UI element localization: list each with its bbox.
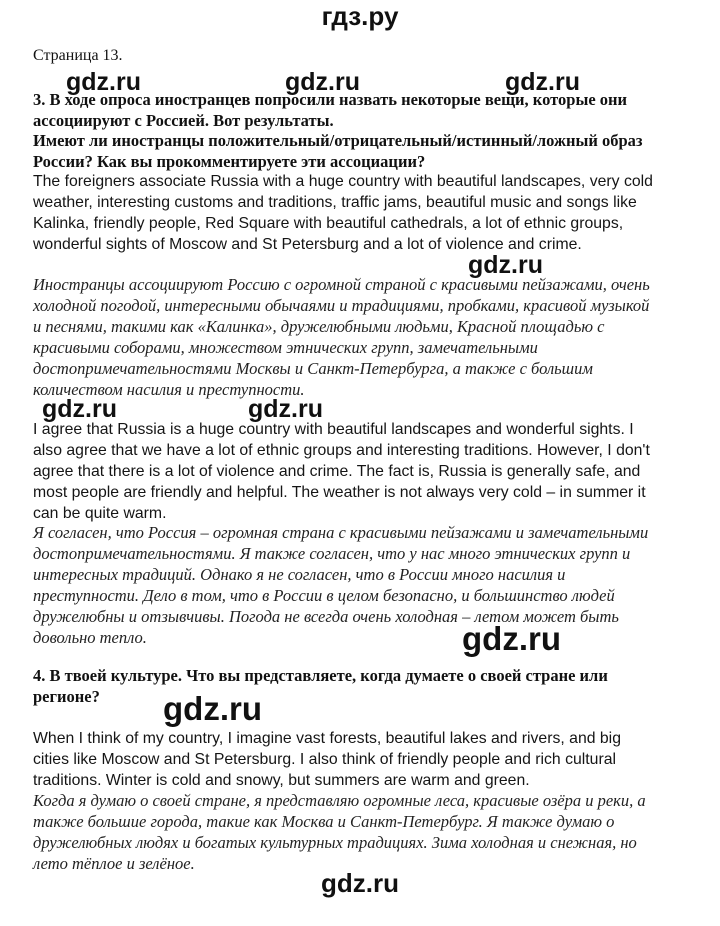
footer-watermark: gdz.ru [321, 868, 399, 898]
task3-question: 3. В ходе опроса иностранцев попросили назвать некоторые вещи, которые они ассоциируют с Россией. Вот результаты. [33, 90, 628, 130]
watermark-logo: gdz.ru [468, 251, 543, 279]
watermark-logo: gdz.ru [462, 620, 561, 657]
task3-answer-ru-2: Я согласен, что Россия – огромная страна с красивыми пейзажами и замечательными достопримечательностями. Я также согласен, что у нас много этнических групп и интересных традиций. Однако я не согласен, что в России много насилия и преступности. Дело в том, что в России в целом безопасно, и большинство людей дружелюбны и отзывчивы. Погода не всегда очень холодная – летом может быть довольно тепло. [33, 523, 649, 647]
watermark-logo: gdz.ru [42, 395, 117, 423]
task3-subquestion: Имеют ли иностранцы положительный/отрицательный/истинный/ложный образ России? Как вы прокомментируете эти ассоциации? [33, 131, 643, 171]
task4-answer-ru: Когда я думаю о своей стране, я представляю огромные леса, красивые озёра и реки, а также большие города, такие как Москва и Санкт-Петербург. Я также думаю о дружелюбных людях и богатых культурных традициях. Зима холодная и снежная, но лето тёплое и зелёное. [33, 791, 646, 873]
watermark-logo: gdz.ru [505, 68, 580, 96]
header-watermark: гдз.ру [321, 1, 399, 31]
watermark-logo: gdz.ru [248, 395, 323, 423]
watermark-logo: gdz.ru [163, 690, 262, 727]
task4-answer-en: When I think of my country, I imagine vast forests, beautiful lakes and rivers, and big cities like Moscow and St Petersburg. I also think of friendly people and rich cultural traditions. Winter is cold and snowy, but summers are warm and green. [33, 730, 621, 789]
task3-answer-en-1: The foreigners associate Russia with a huge country with beautiful landscapes, very cold weather, interesting customs and traditions, traffic jams, beautiful music and songs like Kalinka, friendly people, Red Square with beautiful cathedrals, a lot of ethnic groups, wonderful sights of Moscow and St Petersburg and a lot of violence and crime. [33, 173, 653, 253]
page-label: Страница 13. [33, 47, 123, 64]
watermark-logo: gdz.ru [285, 68, 360, 96]
task3-answer-en-2: I agree that Russia is a huge country with beautiful landscapes and wonderful sights. I also agree that we have a lot of ethnic groups and interesting traditions. However, I don't agree that there is a lot of violence and crime. The fact is, Russia is generally safe, and most people are friendly and helpful. The weather is not always very cold – in summer it can be quite warm. [33, 421, 650, 522]
task3-answer-ru-1: Иностранцы ассоциируют Россию с огромной страной с красивыми пейзажами, очень холодной погодой, интересными обычаями и традициями, пробками, красивой музыкой и песнями, такими как «Калинка», дружелюбными людьми, Красной площадью с красивыми соборами, множеством этнических групп, замечательными достопримечательностями Москвы и Санкт-Петербурга, а также с большим количеством насилия и преступности. [33, 275, 650, 399]
watermark-logo: gdz.ru [66, 68, 141, 96]
task4-question: 4. В твоей культуре. Что вы представляете, когда думаете о своей стране или регионе? [33, 666, 608, 706]
